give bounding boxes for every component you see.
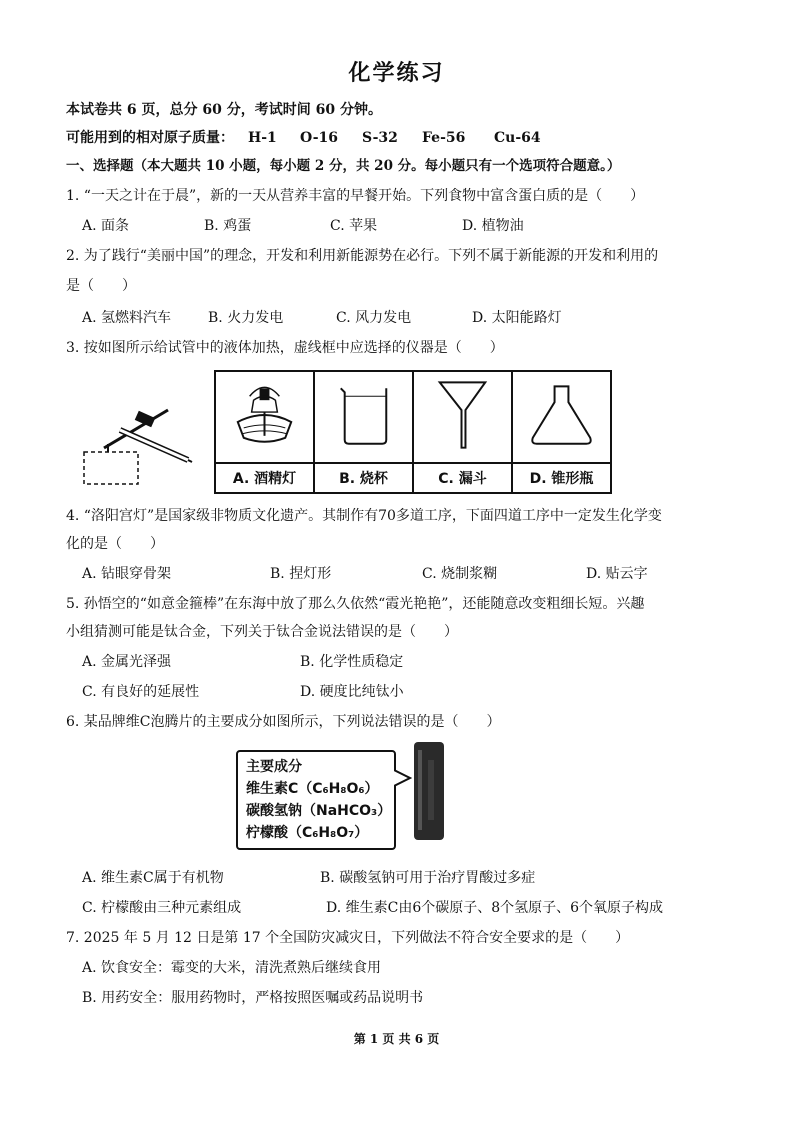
page-footer: 第 1 页 共 6 页	[353, 1032, 440, 1046]
q6-option-c: C. 柠檬酸由三种元素组成	[82, 900, 242, 916]
q5-option-b: B. 化学性质稳定	[300, 654, 404, 670]
q2-option-c: C. 风力发电	[336, 310, 412, 326]
q7-option-a: A. 饮食安全：霉变的大米，清洗煮熟后继续食用	[82, 960, 382, 976]
q7-stem: 7. 2025 年 5 月 12 日是第 17 个全国防灾减灾日，下列做法不符合安全要求的是（ ）	[66, 930, 630, 946]
q1-option-c: C. 苹果	[330, 218, 378, 234]
option-b-label: B. 烧杯	[315, 462, 412, 492]
atomic-mass-s: S-32	[362, 130, 398, 146]
option-a-label: A. 酒精灯	[216, 462, 313, 492]
instrument-cell-d	[513, 372, 610, 492]
q2-option-b: B. 火力发电	[208, 310, 284, 326]
q6-option-a: A. 维生素C属于有机物	[82, 870, 224, 886]
q5-option-a: A. 金属光泽强	[82, 654, 172, 670]
atomic-mass-label: 可能用到的相对原子质量：	[66, 130, 234, 146]
ingredient-sodium-bicarbonate: 碳酸氢钠（NaHCO₃）	[246, 803, 392, 819]
instrument-options-table	[214, 370, 612, 494]
q1-stem: 1. “一天之计在于晨”，新的一天从营养丰富的早餐开始。下列食物中富含蛋白质的是（ ）	[66, 188, 645, 204]
q6-stem: 6. 某品牌维C泡腾片的主要成分如图所示，下列说法错误的是（ ）	[66, 714, 501, 730]
test-tube-heating-diagram	[76, 390, 216, 490]
q5-stem-line2: 小组猜测可能是钛合金，下列关于钛合金说法错误的是（ ）	[66, 624, 458, 640]
section-heading: 一、选择题（本大题共 10 小题，每小题 2 分，共 20 分。每小题只有一个选项符合题意。）	[66, 158, 621, 174]
atomic-mass-fe: Fe-56	[422, 130, 466, 146]
instrument-cell-c	[414, 372, 513, 492]
q4-option-d: D. 贴云字	[586, 566, 648, 582]
q4-stem-line2: 化的是（ ）	[66, 536, 164, 552]
alcohol-lamp-icon	[216, 372, 313, 464]
q4-option-a: A. 钻眼穿骨架	[82, 566, 172, 582]
atomic-mass-o: O-16	[300, 130, 339, 146]
ingredients-title: 主要成分	[246, 759, 302, 775]
q1-option-b: B. 鸡蛋	[204, 218, 252, 234]
q4-option-b: B. 捏灯形	[270, 566, 332, 582]
instrument-cell-b	[315, 372, 414, 492]
q2-option-a: A. 氢燃料汽车	[82, 310, 172, 326]
q7-option-b: B. 用药安全：服用药物时，严格按照医嘱或药品说明书	[82, 990, 424, 1006]
q2-stem-line1: 2. 为了践行“美丽中国”的理念，开发和利用新能源势在必行。下列不属于新能源的开发和利用的	[66, 248, 659, 264]
q5-option-d: D. 硬度比纯钛小	[300, 684, 404, 700]
q5-option-c: C. 有良好的延展性	[82, 684, 200, 700]
option-c-label: C. 漏斗	[414, 462, 511, 492]
q6-option-b: B. 碳酸氢钠可用于治疗胃酸过多症	[320, 870, 536, 886]
atomic-mass-cu: Cu-64	[494, 130, 541, 146]
exam-info: 本试卷共 6 页，总分 60 分，考试时间 60 分钟。	[66, 102, 382, 118]
funnel-icon	[414, 372, 511, 464]
ingredient-citric-acid: 柠檬酸（C₆H₈O₇）	[246, 825, 369, 841]
conical-flask-icon	[513, 372, 610, 464]
q5-stem-line1: 5. 孙悟空的“如意金箍棒”在东海中放了那么久依然“霞光艳艳”，还能随意改变粗细长短。兴趣	[66, 596, 645, 612]
q4-option-c: C. 烧制浆糊	[422, 566, 498, 582]
q1-option-d: D. 植物油	[462, 218, 524, 234]
q2-option-d: D. 太阳能路灯	[472, 310, 562, 326]
q4-stem-line1: 4. “洛阳宫灯”是国家级非物质文化遗产。其制作有70多道工序，下面四道工序中一定发生化学变	[66, 508, 662, 524]
q1-option-a: A. 面条	[82, 218, 130, 234]
q6-option-d: D. 维生素C由6个碳原子、8个氢原子、6个氧原子构成	[326, 900, 664, 916]
q2-stem-line2: 是（ ）	[66, 278, 136, 294]
effervescent-tablet-tube-icon	[412, 740, 446, 842]
instrument-cell-a	[216, 372, 315, 492]
atomic-mass-h: H-1	[248, 130, 277, 146]
page-title: 化学练习	[348, 60, 445, 86]
option-d-label: D. 锥形瓶	[513, 462, 610, 492]
speech-pointer	[394, 768, 412, 788]
ingredient-vitamin-c: 维生素C（C₆H₈O₆）	[246, 781, 379, 797]
q3-stem: 3. 按如图所示给试管中的液体加热，虚线框中应选择的仪器是（ ）	[66, 340, 504, 356]
ingredients-box	[236, 750, 396, 850]
beaker-icon	[315, 372, 412, 464]
